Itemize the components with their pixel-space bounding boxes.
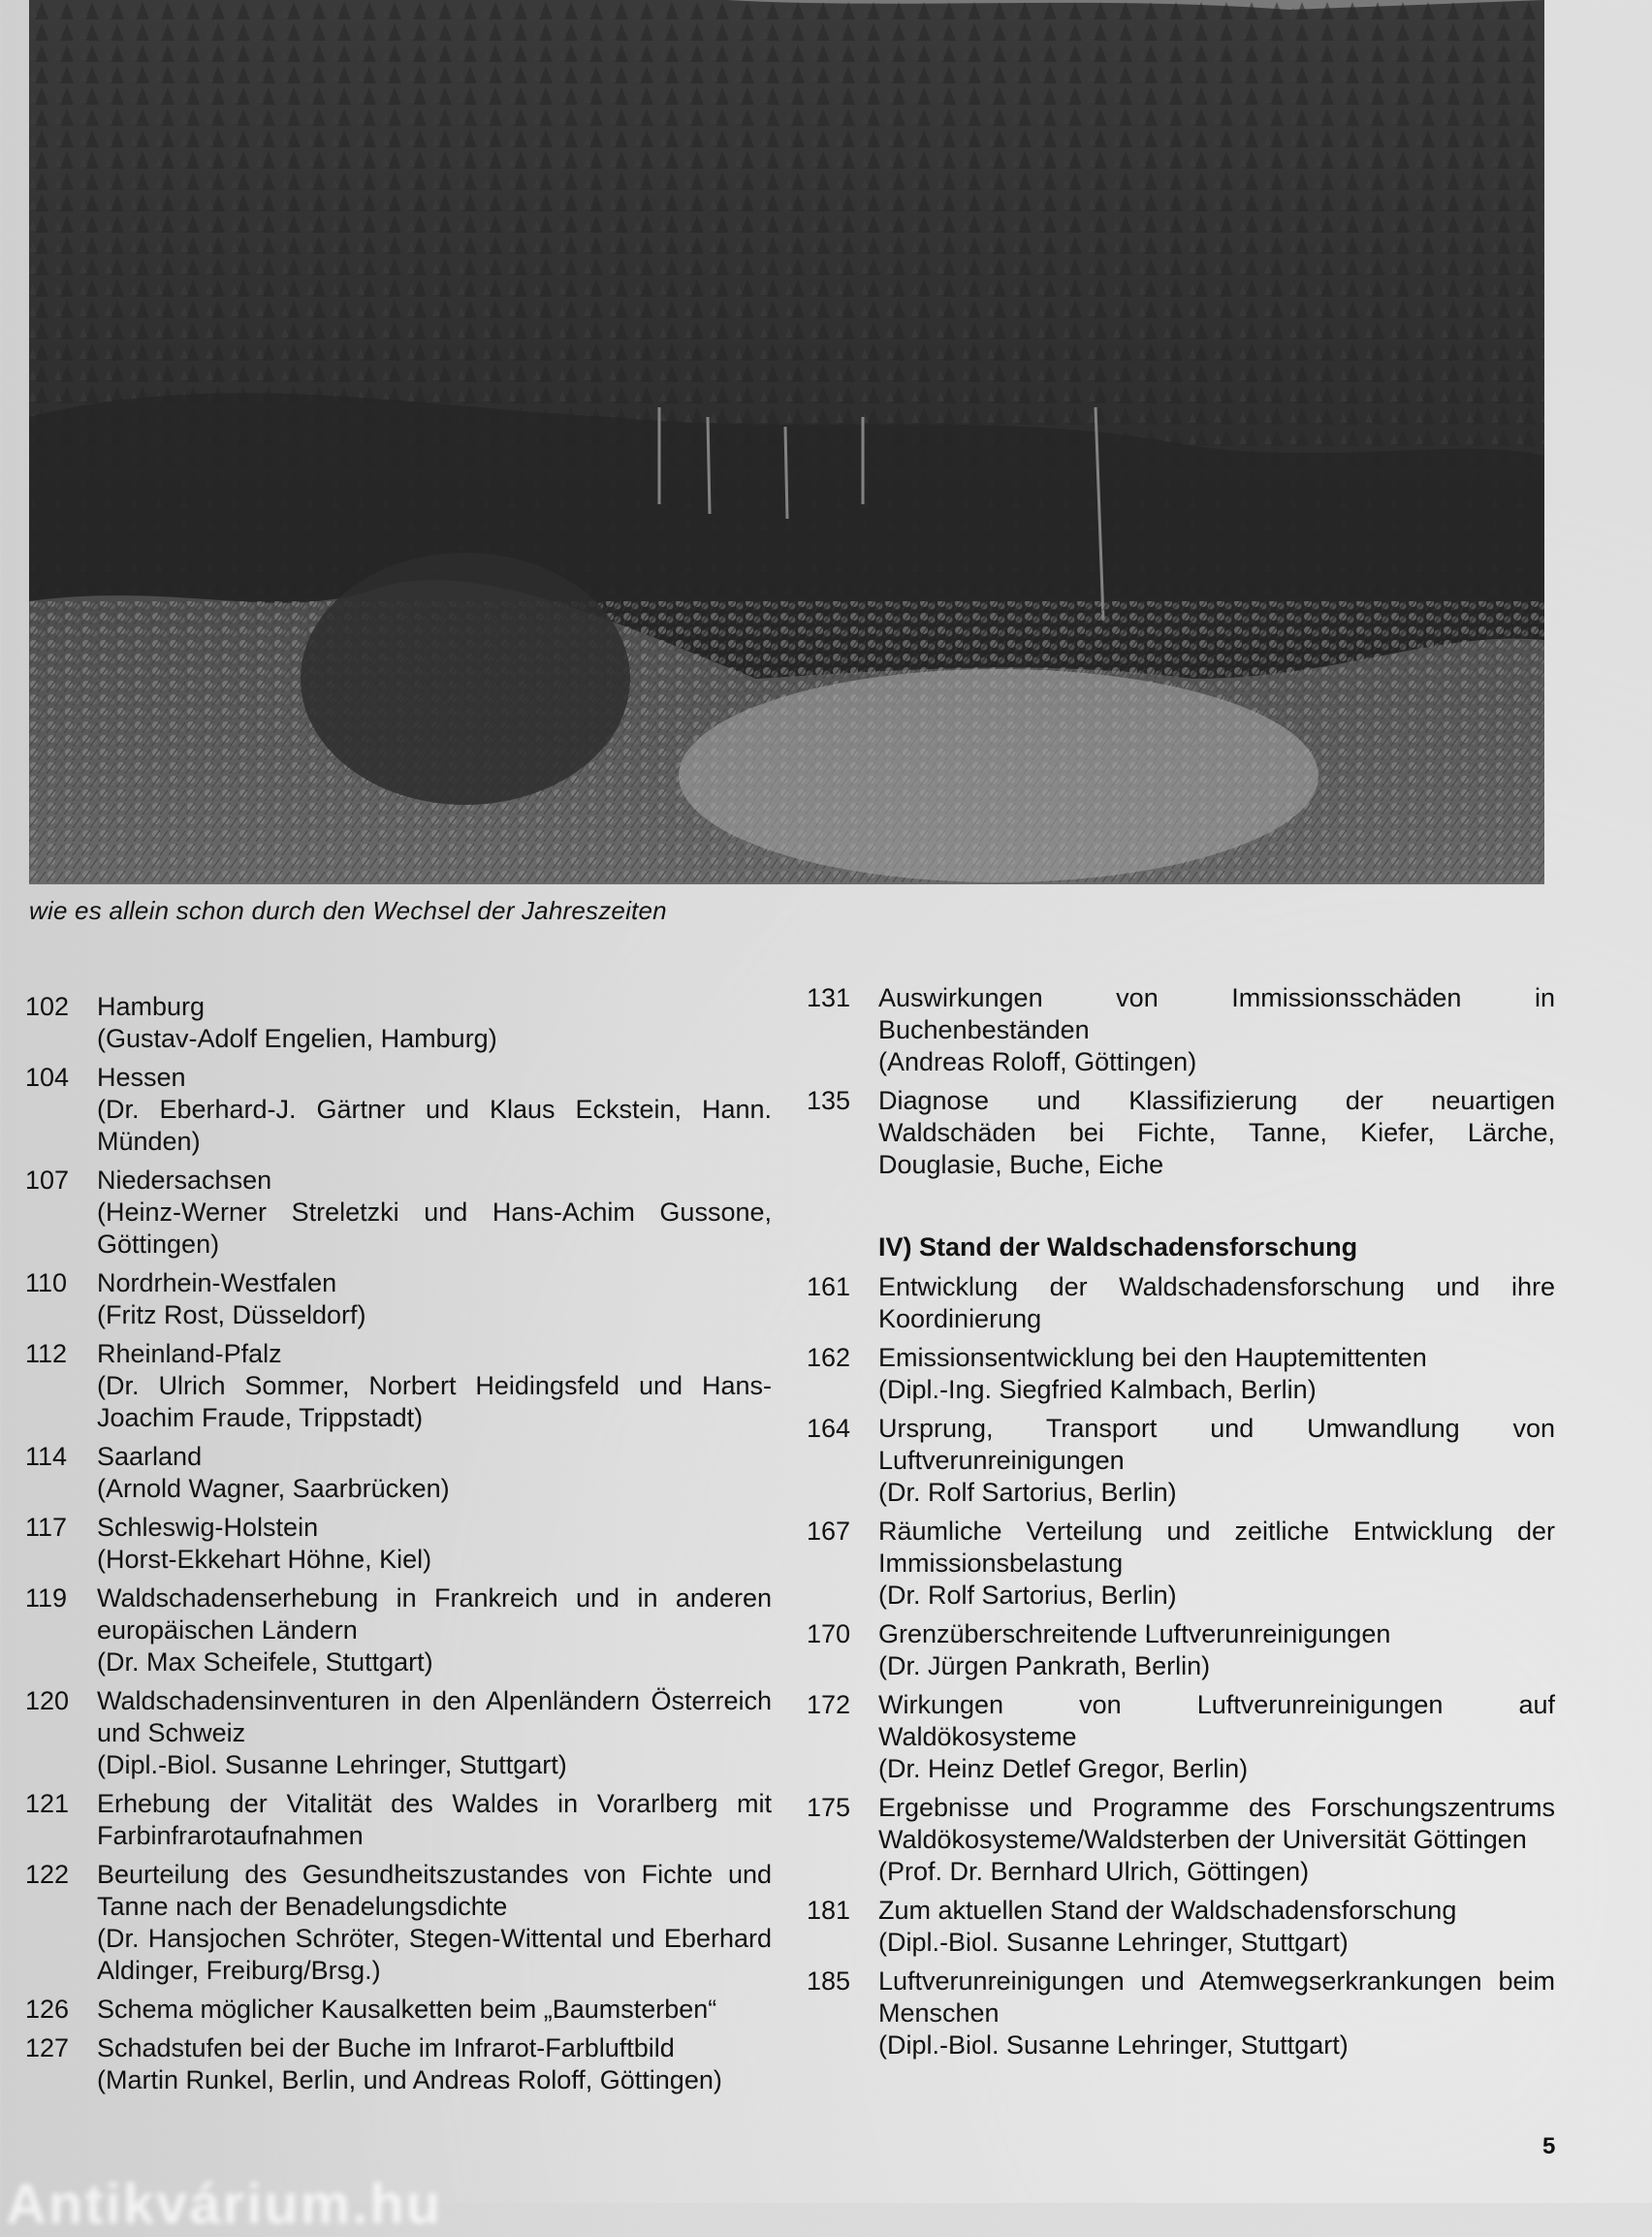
toc-page-number: 167 <box>807 1517 851 1546</box>
toc-entry-author: (Dr. Hansjochen Schröter, Stegen-Wittental und Eberhard Aldinger, Freiburg/Brsg.) <box>97 1924 772 1985</box>
toc-page-number: 120 <box>25 1686 70 1715</box>
photo-caption: wie es allein schon durch den Wechsel der Jahreszeiten <box>29 896 667 925</box>
toc-entry-title: Waldschadensinventuren in den Alpenländern Österreich und Schweiz <box>97 1686 772 1747</box>
toc-entry <box>807 1895 1555 1959</box>
toc-entry <box>25 1338 772 1434</box>
toc-page-number: 135 <box>807 1086 851 1115</box>
toc-page-number: 161 <box>807 1272 851 1301</box>
toc-entry <box>807 1271 1555 1335</box>
toc-entry-body <box>878 1895 1555 1959</box>
toc-entry-author: (Dipl.-Biol. Susanne Lehringer, Stuttgart) <box>878 2030 1349 2060</box>
toc-entry-author: (Heinz-Werner Streletzki und Hans-Achim Gussone, Göttingen) <box>97 1198 772 1259</box>
toc-entry-body <box>97 1859 772 1987</box>
toc-entry-title: Grenzüberschreitende Luftverunreinigungen <box>878 1619 1391 1648</box>
toc-entry-body <box>878 1271 1555 1335</box>
toc-entry-author: (Dr. Ulrich Sommer, Norbert Heidingsfeld und Hans-Joachim Fraude, Trippstadt) <box>97 1371 772 1432</box>
toc-entry-body <box>97 1685 772 1781</box>
toc-page-number: 119 <box>25 1583 68 1613</box>
toc-entry-author: (Dipl.-Ing. Siegfried Kalmbach, Berlin) <box>878 1375 1317 1404</box>
toc-entry-body <box>878 1413 1555 1509</box>
toc-page-number: 117 <box>25 1513 68 1542</box>
toc-entry-body <box>878 1085 1555 1181</box>
toc-entry-title: Luftverunreinigungen und Atemwegserkrankungen beim Menschen <box>878 1966 1555 2028</box>
toc-entry-title: Schadstufen bei der Buche im Infrarot-Farbluftbild <box>97 2033 675 2062</box>
toc-entry-body <box>97 1165 772 1261</box>
toc-page-number: 114 <box>25 1442 68 1471</box>
toc-entry-title: Hamburg <box>97 992 206 1021</box>
toc-entry-body <box>97 1994 772 2026</box>
page-number: 5 <box>1542 2133 1556 2159</box>
toc-entry-author: (Dipl.-Biol. Susanne Lehringer, Stuttgart) <box>97 1750 567 1779</box>
toc-page-number: 121 <box>25 1789 70 1818</box>
toc-entry-author: (Arnold Wagner, Saarbrücken) <box>97 1474 450 1503</box>
toc-page-number: 185 <box>807 1966 851 1996</box>
toc-entry-body <box>97 1788 772 1852</box>
toc-page-number: 126 <box>25 1995 70 2024</box>
toc-entry-body <box>878 1792 1555 1888</box>
toc-entry-body <box>878 1342 1555 1406</box>
toc-entry-author: (Dr. Eberhard-J. Gärtner und Klaus Eckstein, Hann. Münden) <box>97 1095 772 1156</box>
toc-page-number: 107 <box>25 1166 70 1195</box>
toc-entry <box>25 1062 772 1158</box>
toc-entry-title: Hessen <box>97 1063 186 1092</box>
toc-entry-author: (Fritz Rost, Düsseldorf) <box>97 1300 366 1329</box>
toc-page-number: 164 <box>807 1414 851 1443</box>
toc-entry-body <box>878 1689 1555 1785</box>
toc-entry-title: Auswirkungen von Immissionsschäden in Buchenbeständen <box>878 983 1555 1044</box>
toc-page-number: 127 <box>25 2033 70 2062</box>
watermark: Antikvárium.hu <box>6 2173 443 2236</box>
toc-entry-title: Niedersachsen <box>97 1166 272 1195</box>
toc-page-number: 104 <box>25 1063 70 1092</box>
toc-entry <box>25 1685 772 1781</box>
forest-photograph <box>29 0 1544 884</box>
section-heading: IV) Stand der Waldschadensforschung <box>878 1232 1358 1262</box>
toc-entry-title: Wirkungen von Luftverunreinigungen auf Waldökosysteme <box>878 1690 1555 1751</box>
toc-entry <box>25 1994 772 2026</box>
toc-entry-title: Waldschadenserhebung in Frankreich und in anderen europäischen Ländern <box>97 1583 772 1645</box>
toc-page-number: 170 <box>807 1619 851 1648</box>
toc-entry <box>807 1413 1555 1509</box>
toc-page-number: 102 <box>25 992 70 1021</box>
toc-entry-title: Saarland <box>97 1442 203 1471</box>
toc-entry-author: (Dr. Rolf Sartorius, Berlin) <box>878 1581 1177 1610</box>
toc-entry-author: (Gustav-Adolf Engelien, Hamburg) <box>97 1024 497 1053</box>
toc-entry-body <box>878 1516 1555 1612</box>
toc-entry-title: Schema möglicher Kausalketten beim „Baumsterben“ <box>97 1995 717 2024</box>
toc-entry-author: (Andreas Roloff, Göttingen) <box>878 1047 1197 1076</box>
toc-entry <box>807 1792 1555 1888</box>
toc-entry <box>25 1267 772 1331</box>
toc-entry <box>25 1582 772 1678</box>
toc-entry-author: (Horst-Ekkehart Höhne, Kiel) <box>97 1545 432 1574</box>
toc-entry-body <box>97 1441 772 1505</box>
toc-page-number: 112 <box>25 1339 68 1368</box>
toc-entry-body <box>97 1062 772 1158</box>
toc-entry <box>807 982 1555 1078</box>
toc-entry-body <box>97 1267 772 1331</box>
toc-entry-title: Ergebnisse und Programme des Forschungszentrums Waldökosysteme/Waldsterben der Universität Göttingen <box>878 1793 1555 1854</box>
toc-entry-body <box>878 982 1555 1078</box>
toc-entry-title: Nordrhein-Westfalen <box>97 1268 337 1297</box>
toc-entry-title: Zum aktuellen Stand der Waldschadensforschung <box>878 1896 1457 1925</box>
toc-entry-author: (Dr. Max Scheifele, Stuttgart) <box>97 1647 433 1677</box>
toc-entry-author: (Dipl.-Biol. Susanne Lehringer, Stuttgart) <box>878 1928 1349 1957</box>
toc-entry-body <box>97 991 772 1055</box>
toc-left-column <box>25 991 772 2103</box>
toc-page-number: 131 <box>807 983 851 1012</box>
toc-entry <box>25 1859 772 1987</box>
toc-entry <box>25 1165 772 1261</box>
toc-entry-body <box>878 1965 1555 2061</box>
toc-entry <box>807 1516 1555 1612</box>
toc-entry-author: (Dr. Jürgen Pankrath, Berlin) <box>878 1651 1211 1680</box>
toc-page-number: 110 <box>25 1268 68 1297</box>
toc-entry <box>25 1788 772 1852</box>
toc-entry-body <box>97 1582 772 1678</box>
toc-entry-body <box>97 2032 772 2096</box>
toc-entry <box>807 1618 1555 1682</box>
toc-entry-author: (Dr. Rolf Sartorius, Berlin) <box>878 1478 1177 1507</box>
toc-entry-title: Diagnose und Klassifizierung der neuartigen Waldschäden bei Fichte, Tanne, Kiefer, Lärche, Douglasie, Buche, Eiche <box>878 1086 1555 1179</box>
toc-entry <box>25 1512 772 1576</box>
toc-entry-body <box>878 1618 1555 1682</box>
toc-page-number: 181 <box>807 1896 851 1925</box>
toc-entry <box>25 991 772 1055</box>
toc-entry <box>25 1441 772 1505</box>
toc-entry <box>807 1342 1555 1406</box>
toc-entry-title: Entwicklung der Waldschadensforschung und ihre Koordinierung <box>878 1272 1555 1333</box>
toc-entry-body <box>97 1512 772 1576</box>
toc-entry <box>807 1689 1555 1785</box>
toc-entry-title: Emissionsentwicklung bei den Hauptemittenten <box>878 1343 1427 1372</box>
toc-entry-author: (Prof. Dr. Bernhard Ulrich, Göttingen) <box>878 1857 1310 1886</box>
toc-entry <box>25 2032 772 2096</box>
toc-entry-body <box>97 1338 772 1434</box>
toc-entry-title: Beurteilung des Gesundheitszustandes von Fichte und Tanne nach der Benadelungsdichte <box>97 1860 772 1921</box>
toc-page-number: 122 <box>25 1860 70 1889</box>
toc-page-number: 162 <box>807 1343 851 1372</box>
forest-photo-illustration <box>29 0 1544 884</box>
toc-entry <box>807 1965 1555 2061</box>
toc-page-number: 175 <box>807 1793 851 1822</box>
toc-page-number: 172 <box>807 1690 851 1719</box>
toc-entry-author: (Dr. Heinz Detlef Gregor, Berlin) <box>878 1754 1249 1783</box>
toc-entry-title: Rheinland-Pfalz <box>97 1339 282 1368</box>
toc-entry-title: Ursprung, Transport und Umwandlung von Luftverunreinigungen <box>878 1414 1555 1475</box>
toc-entry-author: (Martin Runkel, Berlin, und Andreas Roloff, Göttingen) <box>97 2065 722 2094</box>
toc-entry-title: Räumliche Verteilung und zeitliche Entwicklung der Immissionsbelastung <box>878 1517 1555 1578</box>
toc-entry-title: Schleswig-Holstein <box>97 1513 319 1542</box>
toc-right-column <box>807 982 1555 2068</box>
toc-entry-title: Erhebung der Vitalität des Waldes in Vorarlberg mit Farbinfrarotaufnahmen <box>97 1789 772 1850</box>
toc-entry <box>807 1085 1555 1181</box>
